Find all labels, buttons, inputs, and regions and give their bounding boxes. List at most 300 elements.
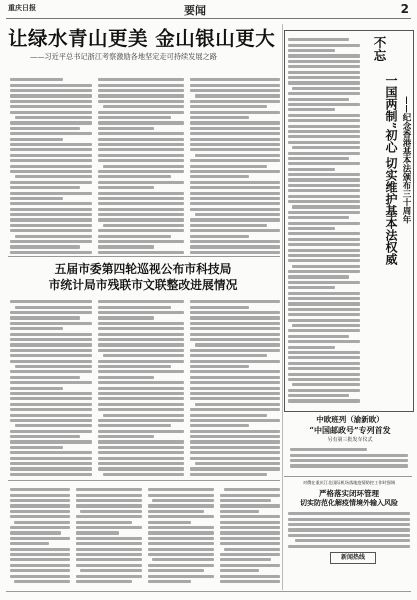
masthead	[6, 2, 411, 19]
text-line	[10, 376, 80, 379]
text-line	[288, 378, 360, 381]
text-line	[80, 510, 142, 513]
text-line	[288, 319, 360, 322]
text-line	[10, 430, 92, 433]
text-line	[288, 373, 360, 376]
text-line	[98, 143, 184, 146]
second-body-col-3	[190, 298, 280, 478]
page-number: 2	[400, 2, 409, 16]
text-line	[148, 504, 214, 507]
text-line	[220, 515, 280, 518]
text-line	[288, 92, 360, 95]
text-line	[10, 218, 92, 221]
text-line	[98, 240, 184, 243]
text-line	[10, 457, 92, 460]
text-line	[190, 229, 280, 232]
text-line	[10, 494, 70, 497]
text-line	[10, 322, 92, 325]
text-line	[190, 84, 280, 87]
text-line	[288, 216, 349, 219]
text-line	[148, 488, 214, 491]
text-line	[98, 197, 184, 200]
text-line	[190, 224, 267, 227]
text-line	[10, 138, 63, 141]
lower-body-col-2	[76, 486, 142, 586]
second-headline-line1: 五届市委第四轮巡视公布市科技局	[54, 262, 232, 276]
text-line	[148, 531, 214, 534]
text-line	[98, 306, 171, 309]
text-line	[98, 408, 184, 411]
text-line	[190, 376, 280, 379]
feature-title-top: 不忘	[372, 36, 387, 62]
text-line	[10, 558, 70, 561]
text-line	[98, 245, 154, 248]
text-line	[288, 200, 360, 203]
text-line	[98, 100, 184, 103]
text-line	[220, 537, 280, 540]
text-line	[76, 531, 119, 534]
text-line	[288, 54, 360, 57]
divider-right	[284, 476, 412, 477]
text-line	[195, 213, 280, 216]
text-line	[98, 84, 184, 87]
text-line	[98, 419, 184, 422]
text-line	[190, 148, 280, 151]
text-line	[190, 381, 280, 384]
text-line	[190, 78, 280, 81]
text-line	[10, 446, 63, 449]
lead-body-col-1	[10, 76, 92, 256]
text-line	[190, 327, 280, 330]
text-line	[98, 175, 171, 178]
lead-body-col-3	[190, 76, 280, 256]
text-line	[288, 512, 410, 515]
text-line	[190, 132, 280, 135]
text-line	[10, 451, 92, 454]
text-line	[10, 121, 92, 124]
text-line	[288, 125, 360, 128]
text-line	[288, 281, 360, 284]
text-line	[288, 173, 360, 176]
text-line	[76, 515, 142, 518]
text-line	[10, 170, 92, 173]
text-line	[220, 569, 259, 572]
text-line	[220, 494, 280, 497]
text-line	[10, 316, 80, 319]
text-line	[10, 504, 70, 507]
text-line	[80, 569, 142, 572]
text-line	[148, 510, 204, 513]
text-line	[190, 245, 280, 248]
text-line	[98, 78, 184, 81]
text-line	[10, 537, 70, 540]
text-line	[288, 152, 360, 155]
text-line	[288, 195, 360, 198]
text-line	[288, 60, 360, 63]
text-line	[10, 229, 92, 232]
text-line	[190, 349, 280, 352]
text-line	[220, 521, 280, 524]
text-line	[98, 457, 184, 460]
text-line	[98, 170, 184, 173]
text-line	[288, 232, 360, 235]
text-line	[10, 381, 92, 384]
text-line	[10, 78, 63, 81]
text-line	[98, 202, 184, 205]
text-line	[10, 208, 92, 211]
text-line	[190, 333, 280, 336]
text-line	[10, 542, 49, 545]
text-line	[220, 564, 280, 567]
bottom-right-kicker: 对俄在重庆江北国际机场落地疫情防控工作时强调	[302, 480, 396, 485]
text-line	[76, 575, 142, 578]
text-line	[190, 170, 280, 173]
text-line	[288, 545, 410, 548]
text-line	[10, 181, 92, 184]
text-line	[98, 154, 184, 157]
text-line	[10, 499, 70, 502]
text-line	[288, 119, 360, 122]
text-line	[190, 354, 267, 357]
text-line	[290, 448, 367, 451]
news-box-line3: 另有第三批发车仪式	[327, 437, 373, 443]
text-line	[10, 333, 92, 336]
lower-body-col-3	[148, 486, 214, 586]
text-line	[190, 408, 280, 411]
text-line	[10, 111, 92, 114]
text-line	[10, 360, 92, 363]
bottom-right-headline-2: 切实防范化解疫情境外输入风险	[300, 498, 398, 507]
text-line	[103, 473, 184, 476]
text-line	[190, 89, 280, 92]
text-line	[190, 159, 280, 162]
text-line	[190, 311, 280, 314]
text-line	[288, 335, 349, 338]
text-line	[10, 127, 80, 130]
news-hotline-stamp: 新闻热线	[330, 552, 376, 564]
text-line	[292, 383, 360, 386]
text-line	[290, 464, 408, 467]
text-line	[220, 526, 280, 529]
text-line	[190, 306, 249, 309]
text-line	[98, 387, 184, 390]
text-line	[220, 504, 280, 507]
text-line	[288, 98, 349, 101]
text-line	[10, 473, 92, 476]
text-line	[190, 197, 280, 200]
text-line	[220, 558, 271, 561]
text-line	[190, 105, 267, 108]
text-line	[98, 208, 184, 211]
text-line	[10, 548, 70, 551]
text-line	[10, 338, 92, 341]
text-line	[148, 564, 214, 567]
text-line	[76, 542, 142, 545]
text-line	[98, 235, 171, 238]
text-line	[190, 175, 249, 178]
text-line	[98, 94, 184, 97]
text-line	[190, 143, 280, 146]
text-line	[148, 548, 214, 551]
text-line	[288, 49, 335, 52]
text-line	[288, 329, 360, 332]
text-line	[195, 462, 280, 465]
text-line	[10, 186, 80, 189]
text-line	[195, 94, 280, 97]
text-line	[98, 343, 184, 346]
text-line	[190, 414, 267, 417]
text-line	[10, 300, 92, 303]
text-line	[190, 473, 267, 476]
text-line	[98, 451, 184, 454]
text-line	[10, 419, 92, 422]
text-line	[15, 116, 92, 119]
text-line	[98, 127, 154, 130]
text-line	[288, 189, 360, 192]
text-line	[288, 313, 360, 316]
text-line	[148, 542, 214, 545]
text-line	[103, 105, 184, 108]
text-line	[288, 71, 360, 74]
text-line	[288, 356, 360, 359]
text-line	[288, 130, 360, 133]
text-line	[98, 333, 184, 336]
text-line	[98, 111, 184, 114]
text-line	[98, 300, 184, 303]
text-line	[148, 494, 214, 497]
text-line	[76, 488, 142, 491]
text-line	[14, 580, 70, 583]
text-line	[10, 349, 92, 352]
text-line	[10, 515, 70, 518]
text-line	[10, 132, 92, 135]
text-line	[10, 148, 92, 151]
text-line	[288, 157, 349, 160]
text-line	[15, 306, 92, 309]
bottom-right-body	[288, 510, 410, 550]
news-box-line2: “中国邮政号”专列首发	[309, 425, 391, 435]
text-line	[98, 148, 184, 151]
text-line	[10, 435, 80, 438]
text-line	[220, 580, 280, 583]
text-line	[190, 300, 280, 303]
lead-headline: 让绿水青山更美 金山银山更大	[8, 27, 276, 50]
text-line	[190, 138, 280, 141]
text-line	[288, 44, 360, 47]
text-line	[290, 459, 408, 462]
text-line	[224, 488, 280, 491]
feature-title-sub: ——纪念香港基本法颁布三十周年	[401, 96, 411, 224]
text-line	[10, 159, 92, 162]
text-line	[295, 539, 410, 542]
text-line	[76, 548, 142, 551]
text-line	[10, 408, 92, 411]
text-line	[288, 108, 335, 111]
text-line	[98, 397, 184, 400]
text-line	[190, 370, 280, 373]
text-line	[288, 141, 360, 144]
text-line	[220, 531, 280, 534]
text-line	[190, 419, 280, 422]
text-line	[190, 100, 280, 103]
text-line	[10, 462, 92, 465]
text-line	[103, 224, 184, 227]
text-line	[190, 457, 280, 460]
text-line	[15, 424, 92, 427]
text-line	[220, 510, 259, 513]
second-body-col-2	[98, 298, 184, 478]
text-line	[288, 168, 335, 171]
text-line	[148, 553, 214, 556]
text-line	[195, 154, 280, 157]
text-line	[190, 365, 249, 368]
text-line	[98, 365, 171, 368]
text-line	[148, 526, 214, 529]
text-line	[288, 394, 349, 397]
divider-lead	[8, 256, 280, 257]
text-line	[288, 351, 360, 354]
text-line	[190, 116, 249, 119]
news-box-body	[290, 446, 408, 472]
text-line	[288, 254, 360, 257]
text-line	[10, 531, 61, 534]
feature-title	[364, 36, 410, 366]
text-line	[190, 424, 249, 427]
text-line	[15, 175, 92, 178]
text-line	[10, 224, 92, 227]
text-line	[98, 392, 184, 395]
text-line	[190, 186, 280, 189]
text-line	[98, 186, 154, 189]
text-line	[190, 165, 267, 168]
text-line	[288, 243, 360, 246]
text-line	[288, 211, 360, 214]
bottom-right-headline-1: 严格落实闭环管理	[319, 489, 379, 498]
text-line	[292, 87, 360, 90]
text-line	[190, 235, 249, 238]
text-line	[288, 340, 360, 343]
text-line	[98, 360, 184, 363]
text-line	[190, 218, 280, 221]
text-line	[10, 467, 92, 470]
text-line	[98, 430, 184, 433]
text-line	[98, 229, 184, 232]
text-line	[98, 440, 184, 443]
text-line	[98, 192, 184, 195]
text-line	[190, 202, 280, 205]
text-line	[98, 424, 171, 427]
text-line	[76, 499, 142, 502]
text-line	[15, 235, 92, 238]
text-line	[76, 504, 142, 507]
text-line	[224, 548, 280, 551]
text-line	[98, 446, 184, 449]
text-line	[10, 100, 92, 103]
text-line	[288, 286, 335, 289]
column-rule	[282, 24, 283, 590]
text-line	[98, 89, 184, 92]
text-line	[76, 521, 132, 524]
text-line	[76, 558, 142, 561]
text-line	[10, 440, 92, 443]
text-line	[98, 349, 184, 352]
text-line	[148, 521, 191, 524]
text-line	[98, 338, 184, 341]
text-line	[98, 181, 184, 184]
text-line	[98, 121, 184, 124]
text-line	[292, 205, 360, 208]
text-line	[288, 81, 360, 84]
text-line	[10, 392, 92, 395]
text-line	[10, 569, 70, 572]
text-line	[190, 121, 280, 124]
feature-title-main: 一国两制”初心 切实维护基本法权威	[384, 74, 398, 266]
text-line	[190, 251, 280, 254]
text-line	[288, 38, 349, 41]
text-line	[98, 159, 184, 162]
text-line	[98, 462, 184, 465]
text-line	[290, 454, 408, 457]
section-title: 要闻	[184, 4, 206, 17]
page-footer	[6, 591, 411, 599]
text-line	[10, 251, 92, 254]
text-line	[288, 523, 410, 526]
text-line	[288, 346, 335, 349]
text-line	[288, 65, 360, 68]
text-line	[10, 192, 92, 195]
text-line	[190, 240, 280, 243]
text-line	[288, 534, 410, 537]
text-line	[288, 114, 360, 117]
text-line	[190, 467, 280, 470]
text-line	[195, 403, 280, 406]
text-line	[292, 324, 360, 327]
text-line	[288, 362, 360, 365]
lead-subheadline: ——习近平总书记浙江考察激励各地坚定走可持续发展之路	[30, 52, 217, 61]
text-line	[98, 138, 184, 141]
text-line	[76, 553, 142, 556]
text-line	[76, 526, 142, 529]
paper-name: 重庆日报	[8, 3, 36, 12]
text-line	[98, 467, 184, 470]
text-line	[148, 515, 214, 518]
text-line	[10, 311, 92, 314]
text-line	[98, 116, 171, 119]
text-line	[288, 518, 410, 521]
text-line	[10, 343, 92, 346]
text-line	[288, 135, 360, 138]
text-line	[10, 327, 63, 330]
text-line	[98, 435, 154, 438]
text-line	[288, 184, 360, 187]
text-line	[98, 132, 184, 135]
text-line	[288, 399, 360, 402]
text-line	[220, 553, 280, 556]
text-line	[98, 376, 154, 379]
text-line	[288, 367, 360, 370]
text-line	[10, 245, 80, 248]
text-line	[288, 302, 360, 305]
text-line	[98, 403, 184, 406]
text-line	[190, 430, 280, 433]
lower-body-col-4	[220, 486, 280, 586]
text-line	[76, 537, 142, 540]
text-line	[148, 575, 214, 578]
text-line	[10, 143, 92, 146]
text-line	[98, 381, 184, 384]
text-line	[288, 162, 360, 165]
text-line	[190, 446, 280, 449]
